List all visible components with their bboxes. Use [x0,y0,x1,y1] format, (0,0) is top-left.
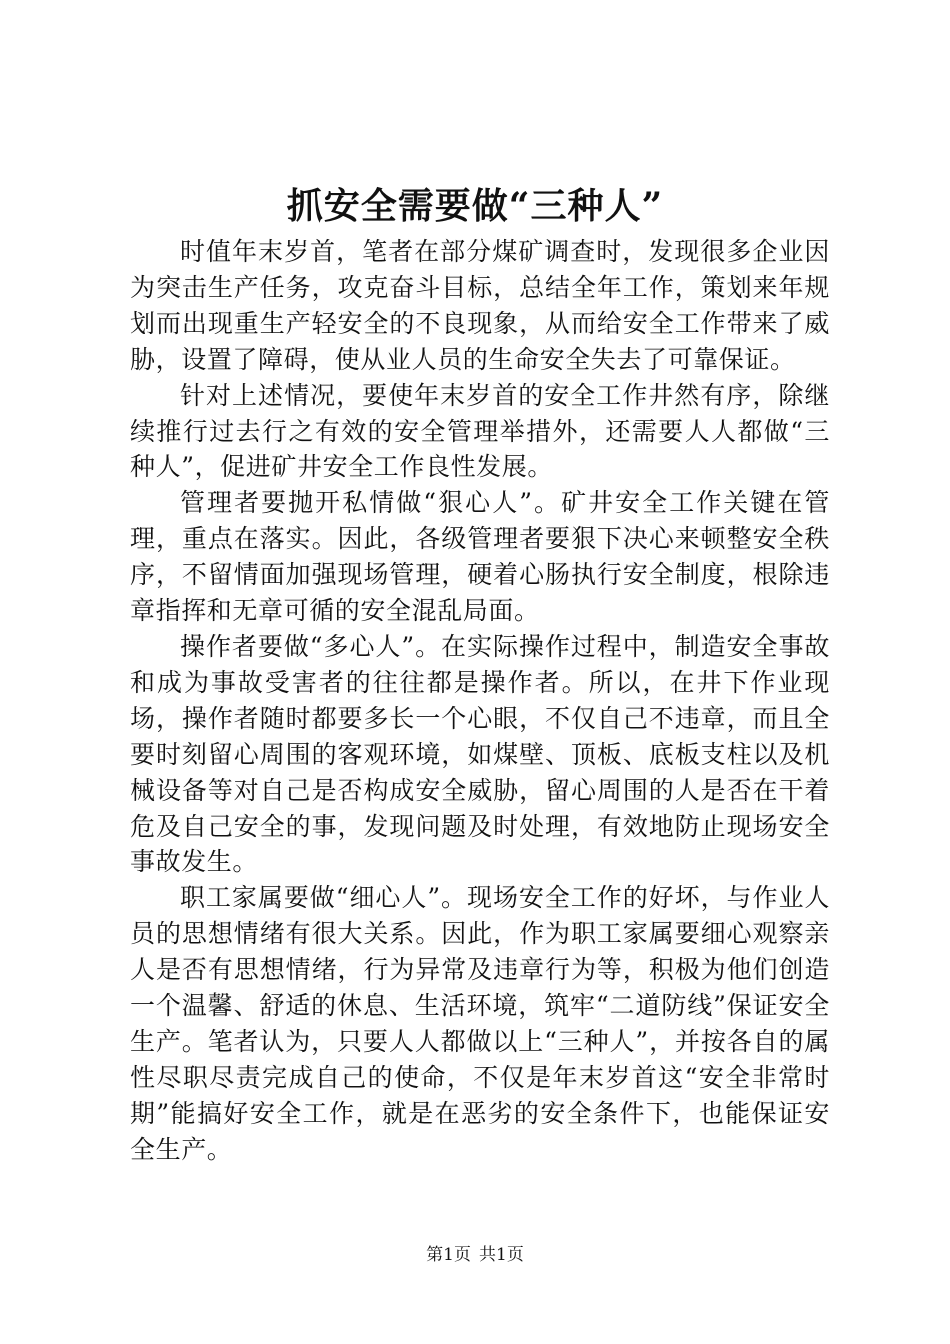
paragraph-operators: 操作者要做“多心人”。在实际操作过程中，制造安全事故和成为事故受害者的往往都是操作者。所以，在井下作业现场，操作者随时都要多长一个心眼，不仅自己不违章，而且全要时刻留心周围的客观环境，如煤壁、顶板、底板支柱以及机械设备等对自己是否构成安全威胁，留心周围的人是否在干着危及自己安全的事，发现问题及时处理，有效地防止现场安全事故发生。 [130,631,830,877]
page-total: 共1页 [479,1245,524,1265]
document-body [130,234,830,1168]
page-footer [0,1243,950,1267]
paragraph-intro: 时值年末岁首，笔者在部分煤矿调查时，发现很多企业因为突击生产任务，攻克奋斗目标，总结全年工作，策划来年规划而出现重生产轻安全的不良现象，从而给安全工作带来了威胁，设置了障碍，使从业人员的生命安全失去了可靠保证。 [130,237,830,374]
page-number: 第1页 [426,1245,471,1265]
paragraph-managers: 管理者要抛开私情做“狠心人”。矿井安全工作关键在管理，重点在落实。因此，各级管理者要狠下决心来顿整安全秩序，不留情面加强现场管理，硬着心肠执行安全制度，根除违章指挥和无章可循的安全混乱局面。 [130,488,830,626]
paragraph-response: 针对上述情况，要使年末岁首的安全工作井然有序，除继续推行过去行之有效的安全管理举措外，还需要人人都做“三种人”，促进矿井安全工作良性发展。 [130,380,830,482]
document-title: 抓安全需要做“三种人” [286,185,664,227]
paragraph-families: 职工家属要做“细心人”。现场安全工作的好坏，与作业人员的思想情绪有很大关系。因此，作为职工家属要细心观察亲人是否有思想情绪，行为异常及违章行为等，积极为他们创造一个温馨、舒适的休息、生活环境，筑牢“二道防线”保证安全生产。笔者认为，只要人人都做以上“三种人”，并按各自的属性尽职尽责完成自己的使命，不仅是年末岁首这“安全非常时期”能搞好安全工作，就是在恶劣的安全条件下，也能保证安全生产。 [130,883,830,1164]
